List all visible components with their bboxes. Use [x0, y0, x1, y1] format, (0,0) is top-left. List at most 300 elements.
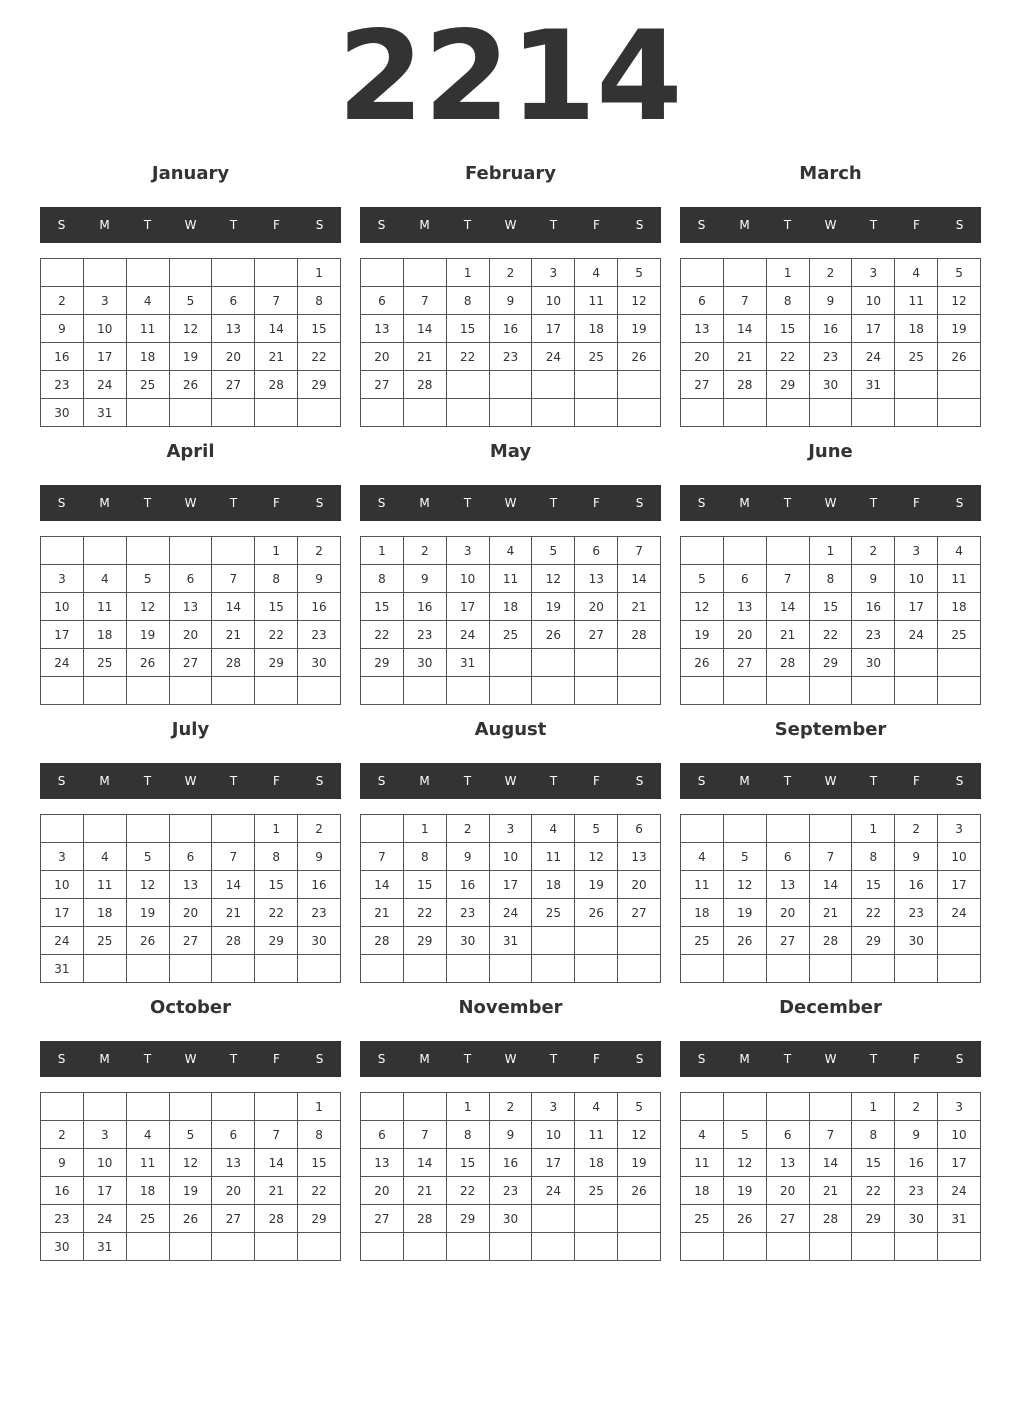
- day-cell: 14: [212, 593, 255, 621]
- empty-day-cell: [490, 371, 533, 399]
- day-cell: 13: [170, 871, 213, 899]
- day-cell: 1: [255, 815, 298, 843]
- day-cell: 24: [84, 1205, 127, 1233]
- day-cell: 17: [84, 1177, 127, 1205]
- day-cell: 2: [852, 537, 895, 565]
- day-cell: 30: [404, 649, 447, 677]
- weekday-label: M: [99, 218, 110, 232]
- weekday-label: W: [184, 1052, 197, 1066]
- empty-day-cell: [84, 537, 127, 565]
- day-cell: 5: [575, 815, 618, 843]
- day-cell: 21: [810, 899, 853, 927]
- empty-day-cell: [84, 677, 127, 705]
- day-cell: 8: [361, 565, 404, 593]
- day-cell: 13: [170, 593, 213, 621]
- day-cell: 3: [41, 843, 84, 871]
- day-cell: 26: [127, 649, 170, 677]
- day-cell: 22: [255, 621, 298, 649]
- weekday-label: F: [273, 496, 280, 510]
- day-cell: 20: [724, 621, 767, 649]
- day-cell: 22: [298, 343, 341, 371]
- day-cell: 16: [298, 871, 341, 899]
- day-cell: 29: [298, 1205, 341, 1233]
- empty-day-cell: [767, 399, 810, 427]
- day-cell: 29: [361, 649, 404, 677]
- month-july: [40, 716, 341, 986]
- empty-day-cell: [618, 399, 661, 427]
- day-cell: 15: [298, 315, 341, 343]
- day-cell: 26: [575, 899, 618, 927]
- day-cell: 3: [532, 1093, 575, 1121]
- day-cell: 14: [724, 315, 767, 343]
- day-cell: 17: [938, 871, 981, 899]
- weekday-label: W: [504, 218, 517, 232]
- day-cell: 23: [895, 899, 938, 927]
- day-cell: 9: [447, 843, 490, 871]
- day-cell: 16: [490, 315, 533, 343]
- day-cell: 12: [681, 593, 724, 621]
- day-cell: 24: [447, 621, 490, 649]
- day-cell: 6: [724, 565, 767, 593]
- day-cell: 2: [41, 287, 84, 315]
- weekday-label: T: [229, 496, 238, 510]
- empty-day-cell: [212, 955, 255, 983]
- empty-day-cell: [810, 1093, 853, 1121]
- month-name: March: [799, 163, 862, 184]
- day-cell: 13: [618, 843, 661, 871]
- month-october: [40, 994, 341, 1264]
- empty-day-cell: [852, 399, 895, 427]
- day-cell: 15: [404, 871, 447, 899]
- day-cell: 9: [895, 1121, 938, 1149]
- day-cell: 28: [724, 371, 767, 399]
- day-cell: 31: [41, 955, 84, 983]
- day-cell: 23: [298, 621, 341, 649]
- day-cell: 25: [938, 621, 981, 649]
- day-cell: 27: [724, 649, 767, 677]
- empty-day-cell: [404, 399, 447, 427]
- day-cell: 23: [41, 1205, 84, 1233]
- weekday-label: F: [913, 774, 920, 788]
- day-cell: 10: [84, 1149, 127, 1177]
- day-cell: 4: [490, 537, 533, 565]
- empty-day-cell: [447, 1233, 490, 1261]
- day-cell: 18: [490, 593, 533, 621]
- empty-day-cell: [361, 815, 404, 843]
- day-cell: 18: [575, 1149, 618, 1177]
- day-cell: 19: [532, 593, 575, 621]
- day-cell: 25: [532, 899, 575, 927]
- day-cell: 21: [618, 593, 661, 621]
- day-cell: 8: [298, 287, 341, 315]
- empty-day-cell: [767, 677, 810, 705]
- empty-day-cell: [575, 371, 618, 399]
- empty-day-cell: [212, 259, 255, 287]
- weekday-label: T: [869, 774, 878, 788]
- day-grid: [680, 536, 981, 705]
- day-cell: 14: [404, 315, 447, 343]
- weekday-label: T: [783, 1052, 792, 1066]
- day-cell: 21: [255, 343, 298, 371]
- weekday-label: M: [99, 496, 110, 510]
- day-cell: 25: [575, 1177, 618, 1205]
- day-cell: 5: [170, 1121, 213, 1149]
- day-cell: 9: [404, 565, 447, 593]
- day-cell: 7: [810, 1121, 853, 1149]
- day-cell: 26: [532, 621, 575, 649]
- day-cell: 26: [618, 1177, 661, 1205]
- day-cell: 22: [852, 899, 895, 927]
- weekday-label: W: [824, 774, 837, 788]
- day-cell: 1: [361, 537, 404, 565]
- month-name: September: [774, 719, 887, 740]
- day-cell: 13: [767, 1149, 810, 1177]
- day-cell: 20: [767, 899, 810, 927]
- weekday-label: T: [143, 1052, 152, 1066]
- weekday-label: T: [549, 496, 558, 510]
- day-cell: 28: [361, 927, 404, 955]
- day-cell: 2: [490, 259, 533, 287]
- day-cell: 21: [361, 899, 404, 927]
- day-cell: 19: [724, 899, 767, 927]
- weekday-label: M: [419, 218, 430, 232]
- weekday-label: T: [229, 774, 238, 788]
- day-cell: 24: [532, 1177, 575, 1205]
- day-cell: 27: [681, 371, 724, 399]
- day-cell: 8: [767, 287, 810, 315]
- day-cell: 12: [127, 871, 170, 899]
- day-cell: 30: [41, 1233, 84, 1261]
- day-cell: 3: [938, 815, 981, 843]
- day-cell: 29: [298, 371, 341, 399]
- day-cell: 19: [575, 871, 618, 899]
- day-cell: 16: [810, 315, 853, 343]
- empty-day-cell: [532, 677, 575, 705]
- day-cell: 9: [41, 315, 84, 343]
- empty-day-cell: [255, 259, 298, 287]
- empty-day-cell: [361, 1093, 404, 1121]
- day-cell: 11: [84, 593, 127, 621]
- day-cell: 2: [298, 537, 341, 565]
- empty-day-cell: [767, 1093, 810, 1121]
- day-cell: 17: [895, 593, 938, 621]
- day-cell: 10: [532, 1121, 575, 1149]
- weekday-label: T: [869, 496, 878, 510]
- empty-day-cell: [575, 1233, 618, 1261]
- weekday-label: F: [593, 1052, 600, 1066]
- empty-day-cell: [575, 677, 618, 705]
- day-cell: 5: [170, 287, 213, 315]
- empty-day-cell: [810, 1233, 853, 1261]
- month-name: June: [808, 441, 853, 462]
- month-name: January: [151, 163, 230, 184]
- empty-day-cell: [361, 399, 404, 427]
- day-grid: [680, 258, 981, 427]
- day-cell: 15: [255, 871, 298, 899]
- day-cell: 8: [852, 843, 895, 871]
- day-cell: 2: [895, 1093, 938, 1121]
- day-cell: 31: [938, 1205, 981, 1233]
- weekday-label: M: [739, 774, 750, 788]
- empty-day-cell: [532, 649, 575, 677]
- day-cell: 12: [724, 871, 767, 899]
- weekday-label: W: [504, 1052, 517, 1066]
- day-cell: 25: [84, 927, 127, 955]
- day-cell: 7: [724, 287, 767, 315]
- day-cell: 3: [938, 1093, 981, 1121]
- weekday-label: F: [273, 1052, 280, 1066]
- year-title: 2214: [337, 5, 683, 149]
- empty-day-cell: [127, 677, 170, 705]
- day-cell: 30: [298, 927, 341, 955]
- weekday-label: S: [635, 774, 644, 788]
- weekday-label: F: [273, 774, 280, 788]
- day-grid: [40, 258, 341, 427]
- day-cell: 6: [681, 287, 724, 315]
- day-cell: 2: [490, 1093, 533, 1121]
- day-cell: 17: [447, 593, 490, 621]
- empty-day-cell: [895, 399, 938, 427]
- day-cell: 23: [810, 343, 853, 371]
- empty-day-cell: [575, 649, 618, 677]
- month-name: November: [458, 997, 563, 1018]
- day-cell: 11: [532, 843, 575, 871]
- empty-day-cell: [618, 677, 661, 705]
- day-cell: 14: [255, 315, 298, 343]
- empty-day-cell: [255, 399, 298, 427]
- weekday-label: S: [697, 1052, 706, 1066]
- day-cell: 14: [767, 593, 810, 621]
- day-cell: 9: [298, 843, 341, 871]
- day-cell: 6: [767, 1121, 810, 1149]
- empty-day-cell: [127, 399, 170, 427]
- day-cell: 16: [404, 593, 447, 621]
- empty-day-cell: [852, 1233, 895, 1261]
- day-cell: 12: [724, 1149, 767, 1177]
- empty-day-cell: [127, 537, 170, 565]
- day-grid: [360, 814, 661, 983]
- day-cell: 13: [575, 565, 618, 593]
- day-cell: 31: [447, 649, 490, 677]
- day-cell: 26: [724, 1205, 767, 1233]
- day-cell: 17: [938, 1149, 981, 1177]
- day-cell: 28: [404, 1205, 447, 1233]
- day-cell: 13: [212, 1149, 255, 1177]
- day-cell: 20: [361, 1177, 404, 1205]
- day-cell: 9: [490, 287, 533, 315]
- day-cell: 20: [767, 1177, 810, 1205]
- day-cell: 7: [404, 287, 447, 315]
- empty-day-cell: [255, 1233, 298, 1261]
- weekday-header: [360, 485, 661, 521]
- empty-day-cell: [681, 1233, 724, 1261]
- day-cell: 21: [404, 343, 447, 371]
- empty-day-cell: [618, 1205, 661, 1233]
- day-cell: 1: [810, 537, 853, 565]
- day-cell: 23: [404, 621, 447, 649]
- day-cell: 3: [490, 815, 533, 843]
- empty-day-cell: [361, 677, 404, 705]
- weekday-header: [680, 763, 981, 799]
- empty-day-cell: [618, 927, 661, 955]
- day-cell: 8: [404, 843, 447, 871]
- weekday-label: T: [143, 496, 152, 510]
- weekday-label: S: [377, 1052, 386, 1066]
- day-cell: 19: [618, 1149, 661, 1177]
- day-cell: 7: [767, 565, 810, 593]
- weekday-label: F: [593, 774, 600, 788]
- day-cell: 27: [170, 927, 213, 955]
- empty-day-cell: [212, 815, 255, 843]
- day-cell: 27: [361, 371, 404, 399]
- day-cell: 8: [298, 1121, 341, 1149]
- day-cell: 6: [170, 565, 213, 593]
- day-cell: 15: [767, 315, 810, 343]
- weekday-label: T: [783, 774, 792, 788]
- empty-day-cell: [681, 677, 724, 705]
- day-cell: 19: [724, 1177, 767, 1205]
- weekday-label: T: [463, 218, 472, 232]
- empty-day-cell: [127, 259, 170, 287]
- day-cell: 5: [681, 565, 724, 593]
- day-grid: [40, 1092, 341, 1261]
- day-cell: 25: [127, 1205, 170, 1233]
- day-cell: 5: [532, 537, 575, 565]
- month-september: [680, 716, 981, 986]
- weekday-label: F: [273, 218, 280, 232]
- day-cell: 13: [361, 1149, 404, 1177]
- day-cell: 29: [767, 371, 810, 399]
- day-cell: 22: [298, 1177, 341, 1205]
- day-cell: 26: [127, 927, 170, 955]
- day-cell: 9: [41, 1149, 84, 1177]
- empty-day-cell: [298, 955, 341, 983]
- day-cell: 13: [724, 593, 767, 621]
- day-cell: 28: [255, 371, 298, 399]
- day-cell: 5: [618, 259, 661, 287]
- weekday-label: T: [549, 1052, 558, 1066]
- day-cell: 1: [852, 1093, 895, 1121]
- empty-day-cell: [938, 649, 981, 677]
- weekday-label: T: [143, 774, 152, 788]
- day-cell: 4: [681, 1121, 724, 1149]
- weekday-label: W: [824, 218, 837, 232]
- month-april: [40, 438, 341, 708]
- day-cell: 13: [212, 315, 255, 343]
- day-cell: 11: [84, 871, 127, 899]
- day-cell: 4: [895, 259, 938, 287]
- day-cell: 28: [767, 649, 810, 677]
- day-cell: 7: [212, 843, 255, 871]
- weekday-header: [360, 1041, 661, 1077]
- empty-day-cell: [361, 1233, 404, 1261]
- day-cell: 16: [852, 593, 895, 621]
- day-cell: 17: [532, 315, 575, 343]
- weekday-label: T: [229, 218, 238, 232]
- empty-day-cell: [724, 677, 767, 705]
- empty-day-cell: [212, 677, 255, 705]
- day-cell: 7: [404, 1121, 447, 1149]
- empty-day-cell: [255, 1093, 298, 1121]
- weekday-label: W: [504, 496, 517, 510]
- day-cell: 20: [575, 593, 618, 621]
- weekday-label: S: [635, 496, 644, 510]
- empty-day-cell: [532, 927, 575, 955]
- day-cell: 5: [127, 565, 170, 593]
- empty-day-cell: [938, 1233, 981, 1261]
- weekday-label: T: [463, 496, 472, 510]
- empty-day-cell: [724, 1233, 767, 1261]
- day-cell: 24: [41, 927, 84, 955]
- empty-day-cell: [212, 399, 255, 427]
- empty-day-cell: [852, 955, 895, 983]
- month-march: [680, 160, 981, 430]
- month-name: December: [779, 997, 882, 1018]
- weekday-label: T: [549, 218, 558, 232]
- empty-day-cell: [447, 677, 490, 705]
- empty-day-cell: [681, 815, 724, 843]
- day-cell: 10: [852, 287, 895, 315]
- empty-day-cell: [767, 537, 810, 565]
- day-cell: 1: [298, 259, 341, 287]
- day-cell: 28: [212, 649, 255, 677]
- day-cell: 7: [361, 843, 404, 871]
- month-may: [360, 438, 661, 708]
- day-cell: 2: [447, 815, 490, 843]
- day-cell: 27: [767, 927, 810, 955]
- day-cell: 2: [41, 1121, 84, 1149]
- empty-day-cell: [575, 1205, 618, 1233]
- empty-day-cell: [618, 955, 661, 983]
- day-cell: 25: [127, 371, 170, 399]
- day-cell: 21: [255, 1177, 298, 1205]
- day-cell: 6: [361, 1121, 404, 1149]
- month-june: [680, 438, 981, 708]
- day-cell: 25: [575, 343, 618, 371]
- day-cell: 20: [618, 871, 661, 899]
- day-cell: 24: [938, 1177, 981, 1205]
- empty-day-cell: [170, 1093, 213, 1121]
- day-cell: 16: [895, 871, 938, 899]
- day-cell: 27: [212, 1205, 255, 1233]
- day-cell: 3: [84, 287, 127, 315]
- empty-day-cell: [41, 259, 84, 287]
- day-cell: 6: [767, 843, 810, 871]
- weekday-label: W: [504, 774, 517, 788]
- day-cell: 25: [84, 649, 127, 677]
- day-cell: 10: [447, 565, 490, 593]
- day-grid: [40, 536, 341, 705]
- weekday-label: S: [635, 1052, 644, 1066]
- day-cell: 11: [681, 1149, 724, 1177]
- day-cell: 22: [447, 1177, 490, 1205]
- empty-day-cell: [532, 371, 575, 399]
- empty-day-cell: [298, 1233, 341, 1261]
- day-cell: 21: [212, 621, 255, 649]
- day-cell: 21: [404, 1177, 447, 1205]
- day-cell: 9: [852, 565, 895, 593]
- day-cell: 25: [681, 927, 724, 955]
- empty-day-cell: [170, 815, 213, 843]
- month-november: [360, 994, 661, 1264]
- weekday-label: M: [99, 774, 110, 788]
- day-cell: 26: [681, 649, 724, 677]
- day-cell: 20: [361, 343, 404, 371]
- day-cell: 28: [212, 927, 255, 955]
- day-cell: 22: [404, 899, 447, 927]
- day-cell: 1: [767, 259, 810, 287]
- day-cell: 25: [681, 1205, 724, 1233]
